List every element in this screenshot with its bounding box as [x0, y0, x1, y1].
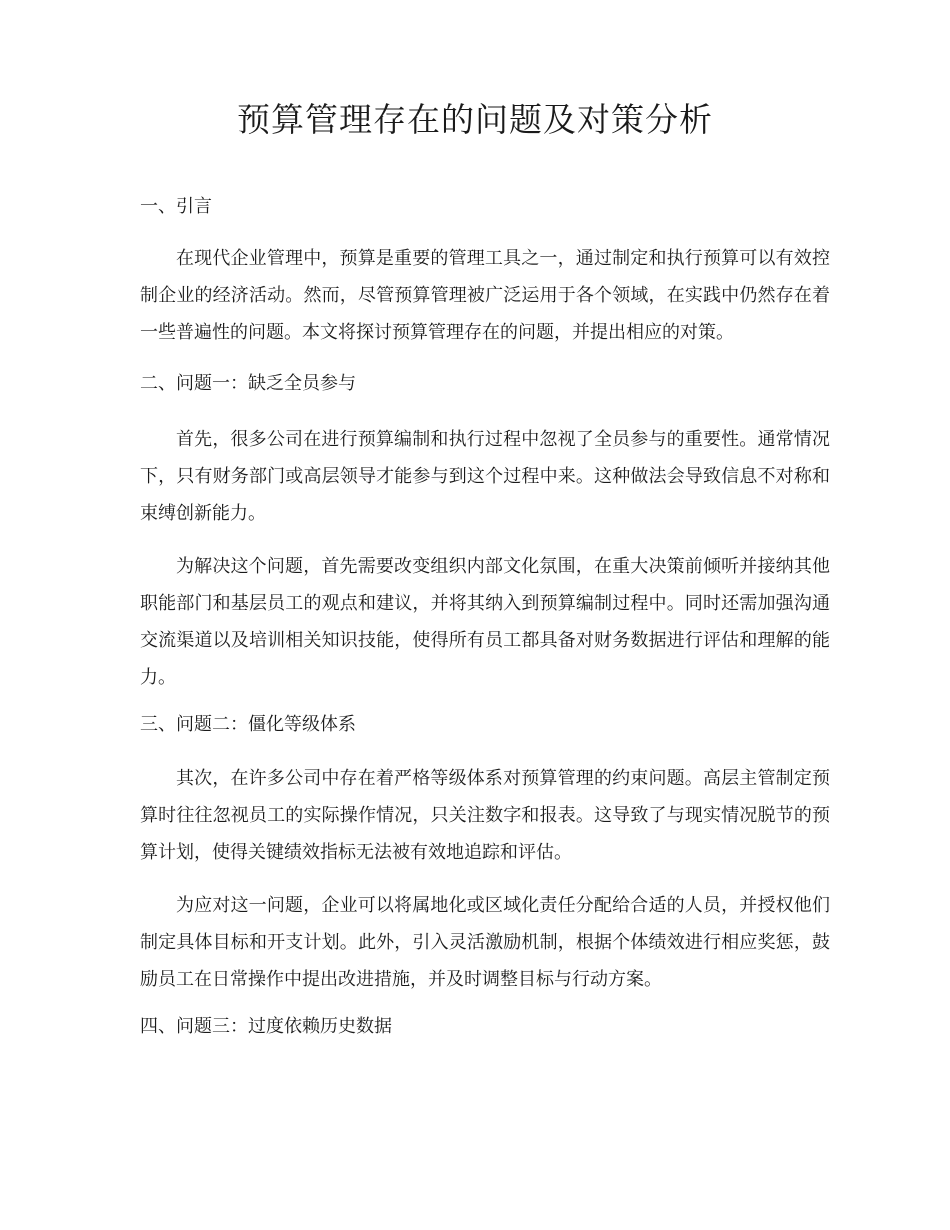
paragraph-solution-two: 为应对这一问题，企业可以将属地化或区域化责任分配给合适的人员，并授权他们制定具体目标和开支计划。此外，引入灵活激励机制，根据个体绩效进行相应奖惩，鼓励员工在日常操作中提出改进措施，并及时调整目标与行动方案。	[140, 895, 830, 990]
paragraph-problem-two: 其次，在许多公司中存在着严格等级体系对预算管理的约束问题。高层主管制定预算时往往忽视员工的实际操作情况，只关注数字和报表。这导致了与现实情况脱节的预算计划，使得关键绩效指标无法被有效地追踪和评估。	[140, 768, 830, 863]
section-heading-introduction: 一、引言	[140, 196, 212, 217]
paragraph-problem-one: 首先，很多公司在进行预算编制和执行过程中忽视了全员参与的重要性。通常情况下，只有财务部门或高层领导才能参与到这个过程中来。这种做法会导致信息不对称和束缚创新能力。	[140, 429, 830, 524]
section-heading-problem-one: 二、问题一：缺乏全员参与	[140, 373, 356, 394]
paragraph-solution-one: 为解决这个问题，首先需要改变组织内部文化氛围，在重大决策前倾听并接纳其他职能部门和基层员工的观点和建议，并将其纳入到预算编制过程中。同时还需加强沟通交流渠道以及培训相关知识技能，使得所有员工都具备对财务数据进行评估和理解的能力。	[140, 556, 830, 688]
document-title: 预算管理存在的问题及对策分析	[237, 100, 713, 139]
section-heading-problem-three: 四、问题三：过度依赖历史数据	[140, 1016, 392, 1037]
section-heading-problem-two: 三、问题二：僵化等级体系	[140, 714, 356, 735]
paragraph-introduction: 在现代企业管理中，预算是重要的管理工具之一，通过制定和执行预算可以有效控制企业的经济活动。然而，尽管预算管理被广泛运用于各个领域，在实践中仍然存在着一些普遍性的问题。本文将探讨预算管理存在的问题，并提出相应的对策。	[140, 248, 830, 343]
